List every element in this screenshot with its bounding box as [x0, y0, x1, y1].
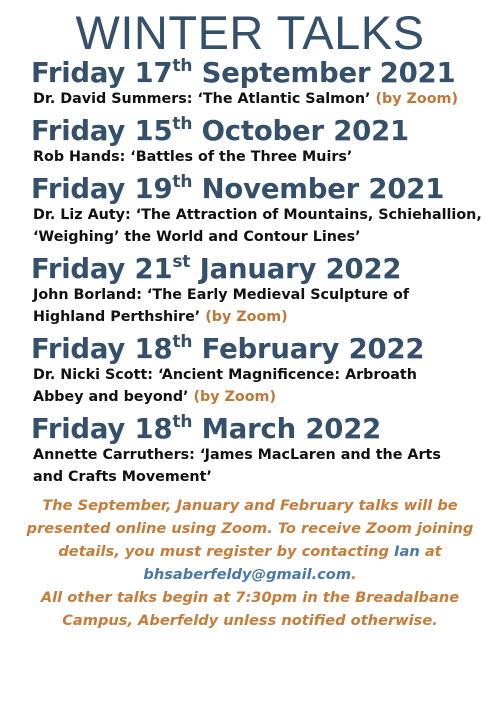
talk-weekday: Friday [31, 253, 135, 285]
talk-item [31, 58, 500, 110]
talk-month-year: January 2022 [190, 253, 402, 285]
talk-ordinal: th [172, 412, 193, 432]
talk-day: 18 [134, 333, 173, 365]
talk-item [31, 254, 500, 328]
notice-line: The September, January and February talks will be [42, 497, 458, 514]
talk-speaker-title: John Borland: ‘The Early Medieval Sculpture of Highland Perthshire’ [33, 287, 410, 325]
talk-date [31, 58, 500, 88]
talk-month-year: October 2021 [192, 115, 409, 147]
notice-line: All other talks begin at 7:30pm in the Breadalbane [40, 589, 460, 606]
talk-date [31, 116, 500, 146]
talk-date [31, 174, 500, 204]
notice-line [0, 540, 500, 563]
talk-ordinal: th [172, 332, 193, 352]
talk-date [31, 334, 500, 364]
talk-month-year: September 2021 [192, 57, 456, 89]
contact-name: Ian [394, 543, 420, 560]
talk-weekday: Friday [31, 413, 135, 445]
talk-ordinal: th [172, 56, 193, 76]
talk-date [31, 254, 500, 284]
zoom-tag: (by Zoom) [193, 389, 276, 405]
page-title: WINTER TALKS [75, 6, 425, 59]
notice-text: . [351, 566, 357, 583]
talk-day: 18 [134, 413, 173, 445]
talk-ordinal: th [172, 172, 193, 192]
talk-day: 17 [134, 57, 173, 89]
talk-speaker-title: Rob Hands: ‘Battles of the Three Muirs’ [33, 149, 353, 165]
zoom-notice [0, 494, 500, 632]
talk-speaker-title: Annette Carruthers: ‘James MacLaren and the Arts and Crafts Movement’ [33, 447, 441, 485]
talk-description [33, 444, 500, 488]
talk-month-year: March 2022 [192, 413, 382, 445]
notice-text: details, you must register by contacting [58, 543, 395, 560]
talk-date [31, 414, 500, 444]
talk-day: 21 [134, 253, 173, 285]
talk-day: 19 [134, 173, 173, 205]
zoom-tag: (by Zoom) [375, 91, 458, 107]
poster [0, 8, 500, 715]
notice-line: Campus, Aberfeldy unless notified otherwise. [62, 612, 438, 629]
contact-email-link[interactable]: bhsaberfeldy@gmail.com [143, 566, 352, 583]
talk-speaker-title: Dr. Nicki Scott: ‘Ancient Magnificence: Arbroath Abbey and beyond’ [33, 367, 417, 405]
talk-month-year: November 2021 [192, 173, 445, 205]
notice-line [0, 563, 500, 586]
talk-description [33, 364, 500, 408]
talk-description [33, 88, 500, 110]
talk-description [33, 146, 500, 168]
talk-speaker-title: Dr. Liz Auty: ‘The Attraction of Mountains, Schiehallion, ‘Weighing’ the World and Contour Lines’ [33, 207, 482, 245]
notice-text: at [419, 543, 442, 560]
talk-weekday: Friday [31, 173, 135, 205]
talk-item [31, 334, 500, 408]
talk-item [31, 174, 500, 248]
talk-list [0, 58, 500, 488]
zoom-tag: (by Zoom) [205, 309, 288, 325]
talk-item [31, 116, 500, 168]
talk-day: 15 [134, 115, 173, 147]
talk-description [33, 284, 500, 328]
talk-weekday: Friday [31, 57, 135, 89]
talk-speaker-title: Dr. David Summers: ‘The Atlantic Salmon’ [33, 91, 376, 107]
talk-item [31, 414, 500, 488]
talk-ordinal: st [172, 252, 191, 272]
talk-description [33, 204, 500, 248]
talk-month-year: February 2022 [192, 333, 425, 365]
notice-line: presented online using Zoom. To receive Zoom joining [26, 520, 474, 537]
talk-weekday: Friday [31, 333, 135, 365]
talk-weekday: Friday [31, 115, 135, 147]
talk-ordinal: th [172, 114, 193, 134]
